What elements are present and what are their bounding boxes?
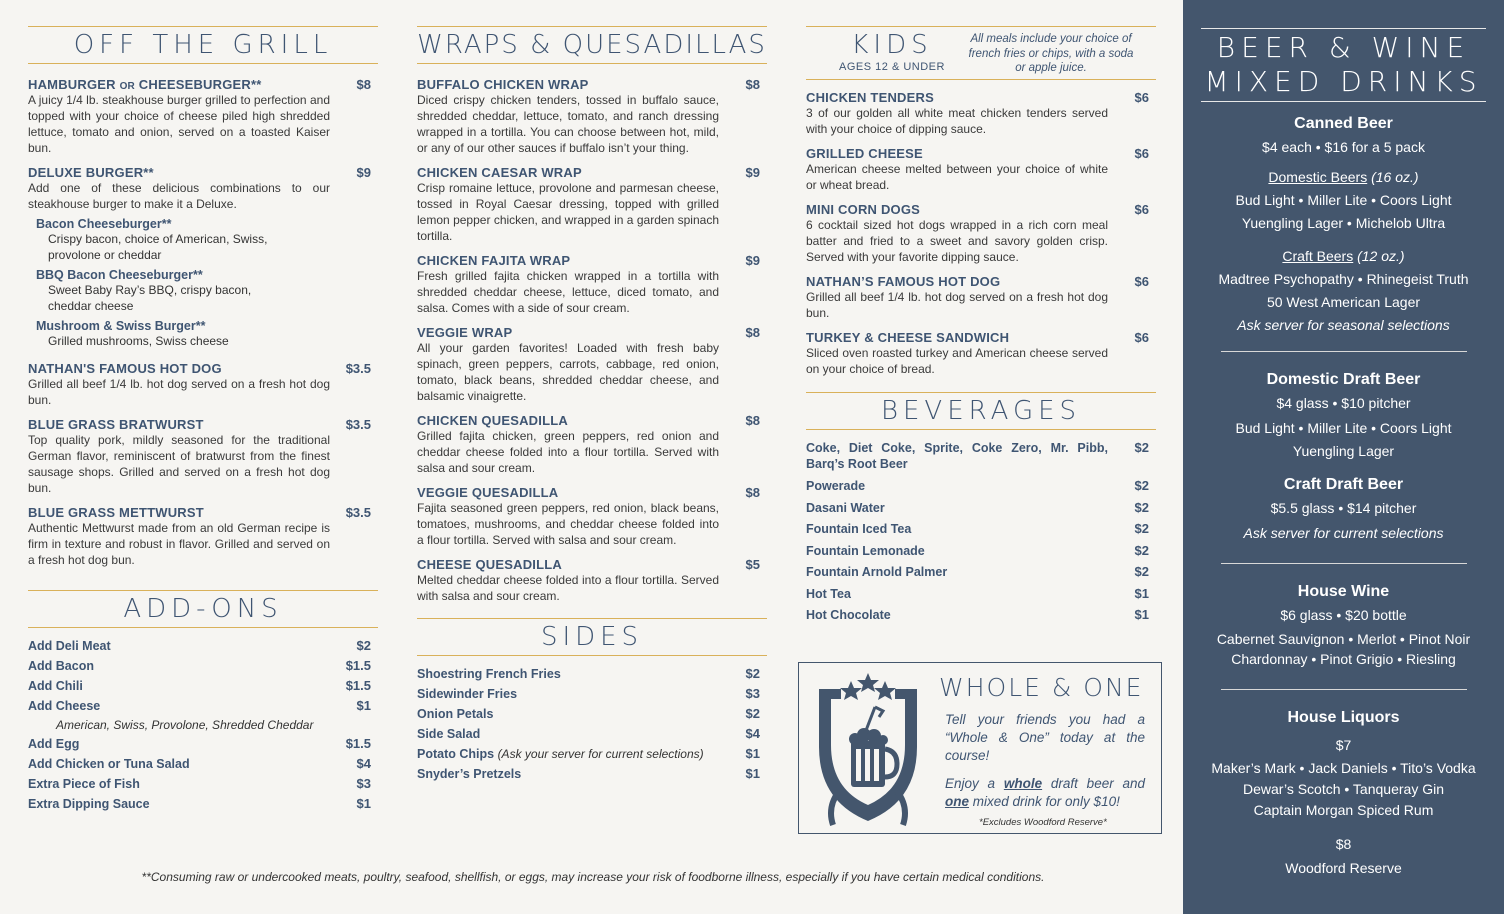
row-price: $2 [1134,521,1149,536]
craft-beers-note: Ask server for seasonal selections [1237,317,1450,333]
section-title-kids: KIDS [851,30,933,60]
row-price: $1 [745,766,760,781]
row-price: $3 [745,686,760,701]
item-price: $6 [1134,202,1149,217]
row-price: $1 [356,796,371,811]
list-row [28,794,378,814]
item-name: NATHAN’S FAMOUS HOT DOG [806,274,1001,289]
item-description: Add one of these delicious combinations to our steakhouse burger to make it a Deluxe. [28,181,330,211]
addon-cheese-note: American, Swiss, Provolone, Shredded Cheddar [56,718,314,732]
item-description: 6 cocktail sized hot dogs wrapped in a rich corn meal batter and fried to a sweet and savory golden crisp. Served with your favorite dipping sauce. [806,218,1108,264]
domestic-beers-size: (16 oz.) [1367,169,1419,185]
row-price: $2 [1134,564,1149,579]
item-name: GRILLED CHEESE [806,146,923,161]
item-name: CHICKEN CAESAR WRAP [417,165,582,180]
domestic-draft-group [1183,368,1504,463]
row-name: Coke, Diet Coke, Sprite, Coke Zero, Mr. Pibb, Barq’s Root Beer [806,441,1108,471]
row-price: $2 [1134,542,1149,558]
row-price: $4 [745,726,760,741]
list-row [28,734,378,754]
craft-draft-note: Ask server for current selections [1243,525,1444,541]
row-name-text: Sidewinder Fries [417,687,518,701]
list-row [28,774,378,794]
house-liquors-group [1183,706,1504,880]
addons-list [28,636,378,814]
row-name-text: Shoestring French Fries [417,667,561,681]
beverages-list [806,438,1156,627]
item-description: 3 of our golden all white meat chicken tenders served with your choice of dipping sauce. [806,106,1108,136]
item-price: $3.5 [345,361,371,376]
item-name: BLUE GRASS BRATWURST [28,417,204,432]
drinks-title-line1: BEER & WINE [1216,31,1471,64]
wraps-items [417,77,767,604]
list-row [806,498,1156,520]
item-name: NATHAN'S FAMOUS HOT DOG [28,361,222,376]
row-name: Dasani Water [806,500,885,515]
item-name: HAMBURGER OR CHEESEBURGER** [28,77,262,92]
row-price: $2 [1134,499,1149,515]
item-description: Authentic Mettwurst made from an old German recipe is firm in texture and robust in flavor. Grilled and served on a fresh hot dog bun. [28,521,330,567]
domestic-beers-list: Bud Light • Miller Lite • Coors Light [1235,192,1452,208]
row-price: $1 [356,698,371,713]
house-wine-heading: House Wine [1297,583,1390,600]
item-name: BLUE GRASS METTWURST [28,505,204,520]
item-description: American cheese melted between your choice of white or wheat bread. [806,162,1108,192]
item-price: $3.5 [345,505,371,520]
option-description: Crispy bacon, choice of American, Swiss, provolone or cheddar [48,232,268,262]
list-row [417,664,767,684]
item-description: All your garden favorites! Loaded with fresh baby spinach, green peppers, carrots, cabbage, red onion, tomato, black beans, shredded cheddar cheese, and balsamic vinaigrette. [417,341,719,403]
house-liquors-list: Dewar’s Scotch • Tanqueray Gin [1242,781,1444,797]
house-wine-list: Cabernet Sauvignon • Merlot • Pinot Noir [1216,631,1471,647]
item-price: $8 [745,485,760,500]
item-description: Fresh grilled fajita chicken wrapped in a tortilla with shredded cheddar cheese, lettuce, diced tomato, and salsa. Comes with a side of sour cream. [417,269,719,315]
drinks-panel [1183,0,1504,914]
row-price: $1 [1134,585,1149,601]
menu-item [806,330,1156,377]
list-row [28,636,378,656]
whole-and-one-exclusion: *Excludes Woodford Reserve* [979,817,1107,828]
option-name: Mushroom & Swiss Burger** [36,319,206,333]
whole-and-one-title: WHOLE & ONE [939,673,1144,702]
craft-beers-list: 50 West American Lager [1266,294,1421,310]
house-wine-group [1183,580,1504,669]
row-name-text: Snyder’s Pretzels [417,767,522,781]
row-price: $1 [1134,607,1149,622]
item-description: A juicy 1/4 lb. steakhouse burger grilled to perfection and topped with your choice of cheese piled high shredded lettuce, tomato and onion, served on a toasted Kaiser bun. [28,93,330,155]
item-name: DELUXE BURGER** [28,165,154,180]
menu-item [417,413,767,476]
menu-item [417,485,767,548]
section-title-addons: ADD-ONS [123,594,283,624]
domestic-beers-title: Domestic Beers [1268,169,1368,185]
row-name [28,639,111,653]
row-name-text: Potato Chips [417,747,498,761]
item-name: CHICKEN TENDERS [806,90,934,105]
kids-header [806,27,1156,79]
row-name: Fountain Arnold Palmer [806,565,948,579]
drinks-panel-title [1201,28,1486,102]
item-price: $6 [1134,90,1149,105]
row-price: $2 [745,706,760,721]
offer-text: draft beer and [1042,776,1146,791]
section-title-sides: SIDES [540,622,644,652]
item-price: $8 [745,413,760,428]
option-name: BBQ Bacon Cheeseburger** [36,268,203,282]
row-name: Hot Tea [806,586,851,601]
item-name: VEGGIE QUESADILLA [417,485,559,500]
offer-text: mixed drink for only $10! [969,794,1120,809]
row-name [28,757,190,771]
menu-item [417,557,767,604]
section-title-beverages: BEVERAGES [880,396,1082,426]
item-description: Crisp romaine lettuce, provolone and parmesan cheese, tossed in Royal Caesar dressing, topped with grilled lemon pepper chicken, and wrapped in a garden spinach tortilla. [417,181,719,243]
craft-beers-title: Craft Beers [1282,248,1354,264]
item-price: $8 [356,77,371,92]
row-name-text: Onion Petals [417,707,494,721]
item-price: $5 [745,557,760,572]
grill-items-more [28,361,378,568]
panel-divider [1221,351,1467,352]
menu-item [28,417,378,496]
house-liquors-list: Captain Morgan Spiced Rum [1253,802,1434,818]
item-name: CHICKEN FAJITA WRAP [417,253,571,268]
grill-items [28,77,378,212]
item-price: $6 [1134,146,1149,161]
row-price: $1.5 [345,658,371,673]
house-wine-list: Chardonnay • Pinot Grigio • Riesling [1231,651,1456,667]
grill-column [28,26,378,814]
menu-item [806,274,1156,321]
row-name-text: Extra Dipping Sauce [28,797,150,811]
row-name-text: Add Cheese [28,699,101,713]
list-row [417,704,767,724]
row-name [28,679,83,693]
item-description: Sliced oven roasted turkey and American cheese served on your choice of bread. [806,346,1108,376]
list-row [806,605,1156,627]
canned-beer-heading: Canned Beer [1294,115,1393,132]
list-row [417,724,767,744]
list-row [806,438,1156,476]
section-rule [28,627,378,628]
row-name [417,767,521,781]
offer-text: Enjoy a [945,776,1004,791]
drinks-title-line2: MIXED DRINKS [1204,65,1483,98]
deluxe-option [36,217,378,263]
item-description: Fajita seasoned green peppers, red onion, black beans, tomatoes, mushrooms, and cheddar cheese folded into a flour tortilla. Served with salsa and sour cream. [417,501,719,547]
item-name: MINI CORN DOGS [806,202,921,217]
premium-liquor-list: Woodford Reserve [1285,860,1402,876]
row-price: $2 [356,638,371,653]
row-name [417,687,517,701]
list-row [28,696,378,716]
list-row [417,744,767,764]
row-name: Powerade [806,479,866,493]
row-price: $1 [745,746,760,761]
item-name: CHEESE QUESADILLA [417,557,562,572]
menu-item [417,165,767,244]
row-name [28,797,150,811]
deluxe-options [28,217,378,349]
option-name: Bacon Cheeseburger** [36,217,172,231]
row-name-note: (Ask your server for current selections) [497,747,704,761]
row-name-text: Add Bacon [28,659,94,673]
list-row [417,684,767,704]
row-price: $4 [356,756,371,771]
option-description: Sweet Baby Ray’s BBQ, crispy bacon, cheddar cheese [48,283,252,313]
section-rule [806,429,1156,430]
house-wine-price: $6 glass • $20 bottle [1280,607,1407,623]
wraps-column [417,26,767,784]
domestic-beers-list: Yuengling Lager • Michelob Ultra [1241,215,1446,231]
sides-list [417,664,767,784]
item-price: $6 [1134,330,1149,345]
item-price: $8 [745,77,760,92]
row-price: $1.5 [345,736,371,751]
kids-meal-note: All meals include your choice of french fries or chips, with a soda or apple juice. [968,33,1134,74]
menu-item [28,77,378,156]
list-row [806,584,1156,606]
beer-crest-icon [813,671,923,831]
craft-draft-heading: Craft Draft Beer [1283,476,1404,493]
food-safety-disclaimer: **Consuming raw or undercooked meats, poultry, seafood, shellfish, or eggs, may increase your risk of foodborne illness, especially if you have certain medical conditions. [141,870,1045,884]
row-name [28,737,79,751]
row-name [28,659,94,673]
section-title-wraps: WRAPS & QUESADILLAS [417,30,767,60]
canned-beer-group [1183,112,1504,337]
list-row [806,541,1156,563]
canned-beer-price: $4 each • $16 for a 5 pack [1262,139,1425,155]
domestic-draft-price: $4 glass • $10 pitcher [1276,395,1411,411]
item-description: Top quality pork, mildly seasoned for the traditional German flavor, reminiscent of bratwurst from the finest sausage shops. Grilled and served on a fresh hot dog bun. [28,433,330,495]
item-name: TURKEY & CHEESE SANDWICH [806,330,1010,345]
item-description: Grilled all beef 1/4 lb. hot dog served on a fresh hot dog bun. [806,290,1108,320]
item-price: $9 [745,165,760,180]
menu-item [417,253,767,316]
list-row [28,676,378,696]
item-price: $6 [1134,274,1149,289]
house-liquors-price: $7 [1335,737,1352,753]
row-name-text: Add Egg [28,737,80,751]
domestic-draft-list: Yuengling Lager [1292,443,1395,459]
list-row [806,519,1156,541]
item-name: BUFFALO CHICKEN WRAP [417,77,589,92]
craft-draft-group [1183,473,1504,545]
row-name [28,777,140,791]
list-row [28,754,378,774]
menu-item [28,505,378,568]
craft-beers-label [1183,245,1504,268]
menu-item [417,77,767,156]
craft-beers-list: Madtree Psychopathy • Rhinegeist Truth [1218,271,1469,287]
row-price: $2 [1134,478,1149,493]
section-rule [806,79,1156,80]
row-name-text: Add Chili [28,679,83,693]
row-name: Fountain Iced Tea [806,522,912,536]
list-row [28,656,378,676]
item-price: $8 [745,325,760,340]
item-price: $3.5 [345,417,371,432]
kids-age-note: AGES 12 & UNDER [839,61,945,73]
whole-and-one-tagline: Tell your friends you had a “Whole & One” today at the course! [945,712,1145,763]
row-name [417,667,561,681]
kids-items [806,90,1156,377]
item-price: $9 [356,165,371,180]
premium-liquor-price: $8 [1335,836,1352,852]
row-name: Hot Chocolate [806,608,891,622]
deluxe-option [36,319,378,349]
list-row [417,764,767,784]
item-description: Diced crispy chicken tenders, tossed in buffalo sauce, shredded cheddar, lettuce, tomato, and ranch dressing wrapped in a tortilla. You can choose between hot, mild, or any of our other sauces if buffalo isn’t your thing. [417,93,719,155]
menu-item [417,325,767,404]
panel-divider [1221,689,1467,690]
menu-item [806,90,1156,137]
menu-item [806,202,1156,265]
domestic-beers-label [1183,166,1504,189]
section-rule [417,655,767,656]
list-row [806,476,1156,498]
menu-item [806,146,1156,193]
section-rule [417,63,767,64]
row-price: $2 [1134,440,1149,455]
row-name-text: Side Salad [417,727,481,741]
menu-item [28,165,378,212]
offer-one: one [945,794,970,809]
row-name [417,747,704,761]
offer-whole: whole [1003,776,1043,791]
item-description: Grilled fajita chicken, green peppers, red onion and cheddar cheese folded into a flour tortilla. Served with salsa and sour cream. [417,429,719,475]
row-name [28,699,100,713]
item-description: Melted cheddar cheese folded into a flour tortilla. Served with salsa and sour cream. [417,573,719,603]
row-name [417,707,493,721]
section-rule [28,63,378,64]
row-name-text: Add Deli Meat [28,639,111,653]
row-name [417,727,480,741]
domestic-draft-list: Bud Light • Miller Lite • Coors Light [1235,420,1452,436]
row-price: $1.5 [345,678,371,693]
menu-item [28,361,378,408]
row-name: Fountain Lemonade [806,543,925,558]
deluxe-option [36,268,378,314]
row-price: $3 [356,776,371,791]
house-liquors-list: Maker’s Mark • Jack Daniels • Tito’s Vodka [1211,760,1476,776]
item-description: Grilled all beef 1/4 lb. hot dog served on a fresh hot dog bun. [28,377,330,407]
list-row [806,562,1156,584]
row-name-text: Add Chicken or Tuna Salad [28,757,190,771]
row-name-text: Extra Piece of Fish [28,777,140,791]
domestic-draft-heading: Domestic Draft Beer [1266,371,1421,388]
craft-beers-size: (12 oz.) [1353,248,1405,264]
whole-and-one-promo [798,662,1162,834]
panel-divider [1221,563,1467,564]
house-liquors-heading: House Liquors [1287,709,1400,726]
item-name: CHICKEN QUESADILLA [417,413,568,428]
item-name: VEGGIE WRAP [417,325,513,340]
row-price: $2 [745,666,760,681]
craft-draft-price: $5.5 glass • $14 pitcher [1270,500,1417,516]
kids-column [806,26,1156,627]
whole-and-one-offer [945,775,1145,811]
section-title-grill: OFF THE GRILL [73,30,333,60]
item-price: $9 [745,253,760,268]
option-description: Grilled mushrooms, Swiss cheese [48,334,229,348]
